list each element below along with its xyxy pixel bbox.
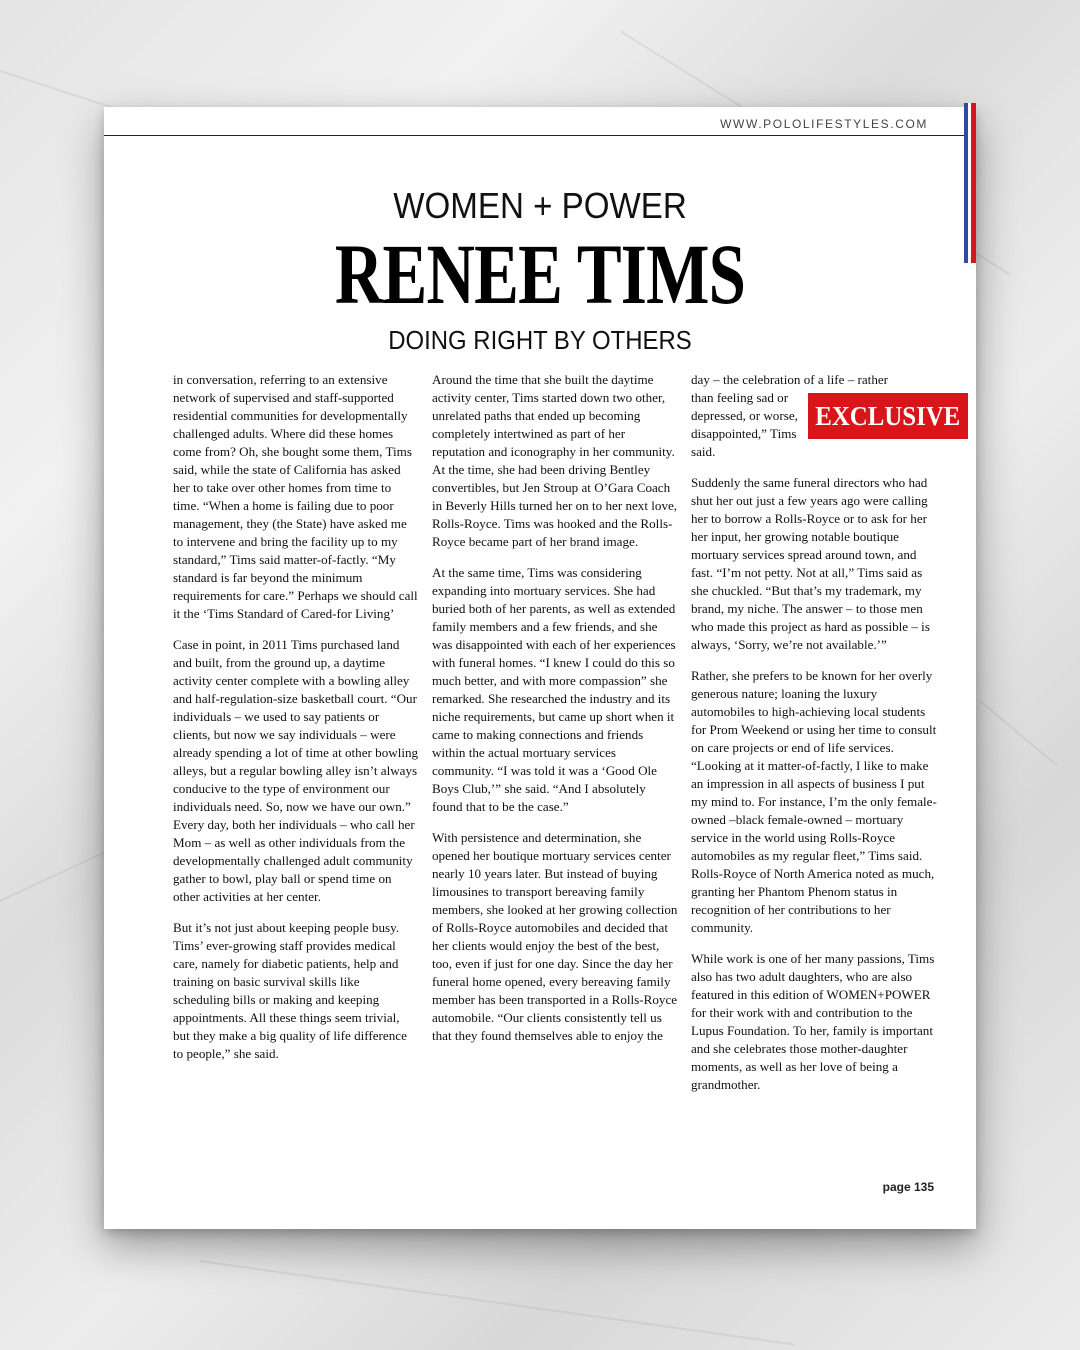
color-stripe [964,103,976,263]
article-title: RENEE TIMS [334,226,746,322]
text-column-3 [691,371,937,1107]
exclusive-badge-label: EXCLUSIVE [815,400,961,431]
paragraph: Rather, she prefers to be known for her overly generous nature; loaning the luxury automobiles to high-achieving local students for Prom Weekend or using her time to consult on care projects or end of life services. “Looking at it matter-of-factly, I like to make an impression in all aspects of business I put my mind to. For instance, I’m the only female-owned –black female-owned – mortuary service in the world using Rolls-Royce automobiles as my regular fleet,” Tims said. Rolls-Royce of North America noted as much, granting her Phantom Phenom status in recognition of her contributions to her community. [691,668,937,935]
paragraph: Suddenly the same funeral directors who had shut her out just a few years ago were calling her to borrow a Rolls-Royce or to ask for her her input, her growing notable boutique mortuary services spread around town, and fast. “I’m not petty. Not at all,” Tims said as she chuckled. “But that’s my trademark, my brand, my niche. The answer – to those men who made this project as hard as possible – is always, ‘Sorry, we’re not available.’” [691,475,930,652]
magazine-page [104,107,976,1229]
text-column-2 [432,371,678,1058]
text-column-1 [173,371,419,1076]
paragraph-first-line: day – the celebration of a life – rather [691,372,889,387]
website-url: WWW.POLOLIFESTYLES.COM [720,117,928,131]
paragraph: Case in point, in 2011 Tims purchased land and built, from the ground up, a daytime activity center complete with a bowling alley and half-regulation-size basketball court. “Our individuals – we used to say patients or clients, but now we say individuals – were already spending a lot of time at other bowling alleys, but a regular bowling alley isn’t always conducive to the type of environment our individuals need. So, now we have our own.” Every day, both her individuals – who call her Mom – as well as other individuals from the developmentally challenged adult community gather to bowl, play ball or spend time on other activities at her center. [173,637,419,904]
header-rule [104,135,964,136]
paragraph-wrapped: than feeling sad or depressed, or worse, disappointed,” Tims said. [691,390,798,459]
article-subtitle: DOING RIGHT BY OTHERS [388,325,692,355]
exclusive-badge [808,393,968,439]
paragraph: At the same time, Tims was considering expanding into mortuary services. She had buried both of her parents, as well as extended family members and a few friends, and she was disappointed with each of her experiences with funeral homes. “I knew I could do this so much better, and with more compassion” she remarked. She researched the industry and its niche requirements, but came up short when it came to making connections and friends within the actual mortuary services community. “I was told it was a ‘Good Ole Boys Club,’” she said. “And I absolutely found that to be the case.” [432,565,676,814]
section-kicker: WOMEN + POWER [393,185,687,226]
paragraph: Around the time that she built the daytime activity center, Tims started down two other, unrelated paths that ended up becoming completely intertwined as part of her reputation and iconography in her community. At the time, she had been driving Bentley convertibles, but Jen Stroup at O’Gara Coach in Beverly Hills turned her on to her next love, Rolls-Royce. Tims was hooked and the Rolls-Royce became part of her brand image. [432,372,678,549]
page-number: page 135 [882,1180,934,1194]
paragraph: With persistence and determination, she opened her boutique mortuary services center nearly 10 years later. But instead of buying limousines to transport bereaving family members, she looked at her growing collection of Rolls-Royce automobiles and decided that her clients would enjoy the best of the best, too, even if just for one day. Since the day her funeral home opened, every bereaving family member has been transported in a Rolls-Royce automobile. “Our clients consistently tell us that they found themselves able to enjoy the [432,830,678,1043]
paragraph: But it’s not just about keeping people busy. Tims’ ever-growing staff provides medical care, namely for diabetic patients, help and training on basic survival skills like scheduling bills or making and keeping appointments. All these things seem trivial, but they make a big quality of life difference to people,” she said. [173,920,407,1061]
paragraph: in conversation, referring to an extensive network of supervised and staff-supported residential communities for developmentally challenged adults. Where did these homes come from? Oh, she bought some them, Tims said, while the state of California has asked her to take over other homes from time to time. “When a home is failing due to poor management, they (the State) have asked me to intervene and bring the facility up to my standard,” Tims said matter-of-factly. “My standard is far beyond the minimum requirements for care.” Perhaps we should call it the ‘Tims Standard of Cared-for Living’ [173,372,418,621]
paragraph: While work is one of her many passions, Tims also has two adult daughters, who are also featured in this edition of WOMEN+POWER for their work with and contribution to the Lupus Foundation. To her, family is important and she celebrates those mother-daughter moments, as well as her love of being a grandmother. [691,951,935,1092]
